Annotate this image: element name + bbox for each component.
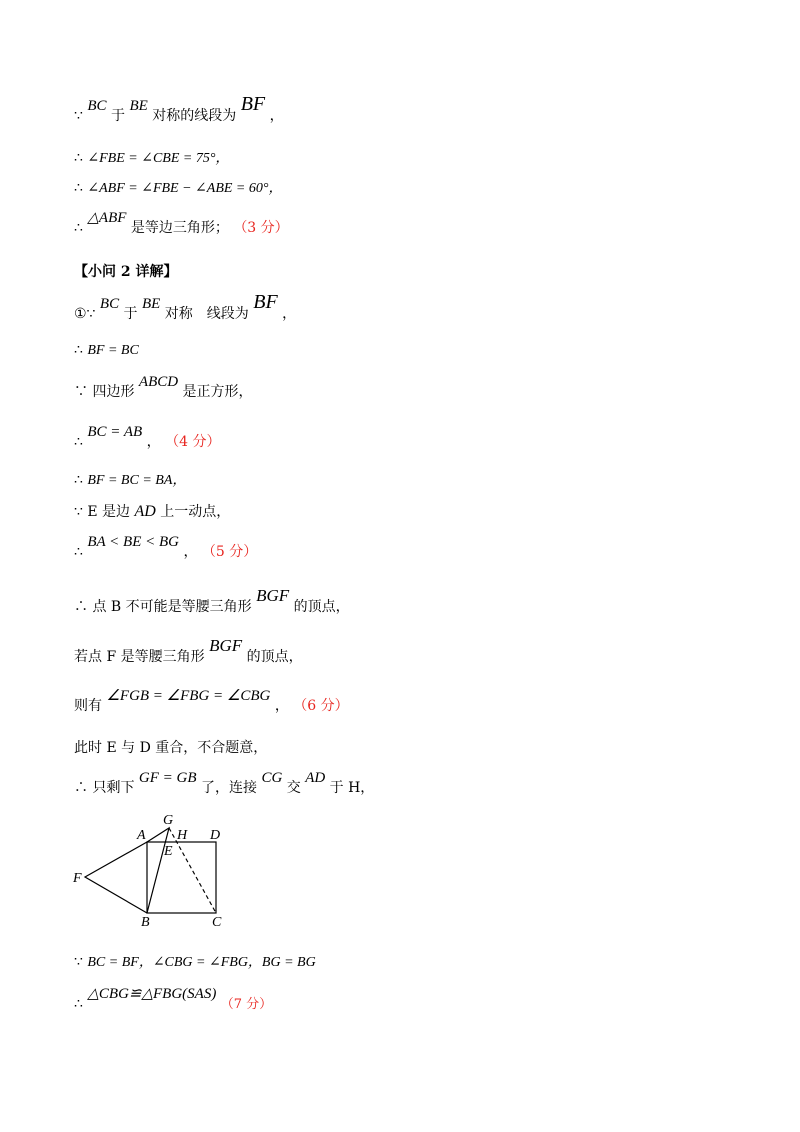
- text: 四边形: [92, 384, 135, 400]
- line-4: [74, 210, 289, 238]
- label-d: D: [210, 828, 221, 843]
- text: ，: [269, 108, 284, 124]
- line-2: [74, 148, 229, 169]
- math: BF = BC = BA，: [87, 473, 187, 488]
- line-14: [74, 636, 303, 667]
- because-symbol: ∵: [74, 384, 88, 400]
- geometry-figure: [66, 810, 236, 930]
- math: BGF: [256, 586, 290, 605]
- text: 是正方形，: [182, 384, 253, 400]
- figure-lines: [85, 828, 216, 913]
- line-12: [74, 534, 258, 562]
- math: GF = GB: [138, 770, 197, 786]
- text: E 是边: [87, 504, 131, 520]
- math: BE: [142, 296, 161, 312]
- line-7: [74, 340, 139, 361]
- line-11: [74, 502, 230, 522]
- section-heading: 【小问 2 详解】: [74, 264, 178, 280]
- label-c: C: [212, 915, 222, 930]
- text: 若点 F 是等腰三角形: [74, 649, 205, 665]
- line-9: [74, 424, 221, 452]
- math: AD: [305, 770, 326, 786]
- math: ABCD: [138, 374, 179, 390]
- text: 对称 线段为: [164, 306, 249, 322]
- score-badge: （5 分）: [201, 544, 258, 560]
- line-13: [74, 586, 350, 617]
- text: 于: [123, 306, 138, 322]
- label-a: A: [137, 828, 146, 843]
- math: ∠FGB = ∠FBG = ∠CBG: [106, 688, 271, 704]
- text: 是等边三角形；: [130, 220, 229, 236]
- text: ，: [146, 434, 161, 450]
- therefore-symbol: ∴: [74, 544, 83, 560]
- text: 于: [111, 108, 125, 124]
- therefore-symbol: ∴: [74, 780, 88, 796]
- label-h: H: [177, 828, 188, 843]
- score-badge: （7 分）: [220, 997, 273, 1012]
- score-badge: （4 分）: [165, 434, 221, 450]
- because-symbol: ∵: [74, 954, 83, 970]
- because-symbol: ∵: [74, 504, 83, 520]
- line-17: [74, 770, 375, 798]
- math: ∠ABF = ∠FBE − ∠ABE = 60°，: [87, 181, 283, 196]
- line-10: [74, 470, 186, 491]
- score-badge: （6 分）: [293, 698, 349, 714]
- line-15: [74, 688, 349, 716]
- square-abcd: [147, 842, 216, 913]
- therefore-symbol: ∴: [74, 434, 83, 450]
- math: BC = AB: [87, 424, 143, 440]
- text: ，: [274, 698, 289, 714]
- text: 交: [286, 780, 301, 796]
- line-6: [74, 291, 297, 324]
- line-18: [74, 952, 316, 973]
- math: BE: [129, 98, 148, 114]
- label-g: G: [163, 813, 174, 828]
- math: BGF: [209, 636, 243, 655]
- text: 点 B 不可能是等腰三角形: [92, 599, 252, 615]
- triangle-agb: [147, 828, 169, 913]
- because-symbol: ①∵: [74, 306, 96, 322]
- label-b: B: [141, 915, 150, 930]
- line-8: [74, 374, 253, 402]
- line-1: [74, 93, 284, 126]
- math: BF = BC: [87, 343, 139, 358]
- math: ∠FBE = ∠CBE = 75°，: [87, 151, 230, 166]
- math: BC: [87, 98, 107, 114]
- line-3: [74, 178, 282, 199]
- math: BC: [99, 296, 120, 312]
- text: 了，连接: [200, 780, 257, 796]
- triangle-abf-sides: [85, 842, 147, 913]
- label-e: E: [164, 844, 173, 859]
- score-badge: （3 分）: [233, 220, 289, 236]
- therefore-symbol: ∴: [74, 220, 83, 236]
- therefore-symbol: ∴: [74, 150, 83, 166]
- text: 的顶点，: [293, 599, 350, 615]
- text: 上一动点，: [160, 504, 231, 520]
- therefore-symbol: ∴: [74, 472, 83, 488]
- therefore-symbol: ∴: [74, 342, 83, 358]
- because-symbol: ∵: [74, 108, 83, 124]
- math: BC = BF，∠CBG = ∠FBG，BG = BG: [87, 955, 316, 970]
- math: CG: [261, 770, 283, 786]
- text: 的顶点，: [246, 649, 303, 665]
- line-19: [74, 986, 273, 1015]
- text: ，: [183, 544, 198, 560]
- math: BA < BE < BG: [87, 534, 179, 550]
- text: 则有: [74, 698, 102, 714]
- therefore-symbol: ∴: [74, 599, 88, 615]
- therefore-symbol: ∴: [74, 180, 83, 196]
- text: 于 H，: [329, 780, 375, 796]
- math: △CBG≌△FBG(SAS): [87, 986, 217, 1002]
- math: BF: [253, 291, 278, 313]
- line-16: 此时 E 与 D 重合，不合题意，: [74, 740, 268, 756]
- text: ，: [282, 306, 297, 322]
- math: BF: [240, 93, 266, 115]
- therefore-symbol: ∴: [74, 996, 83, 1012]
- text: 对称的线段为: [152, 108, 237, 124]
- math: △ABF: [87, 210, 127, 226]
- text: 只剩下: [92, 780, 135, 796]
- label-f: F: [73, 871, 82, 886]
- math: AD: [134, 503, 156, 520]
